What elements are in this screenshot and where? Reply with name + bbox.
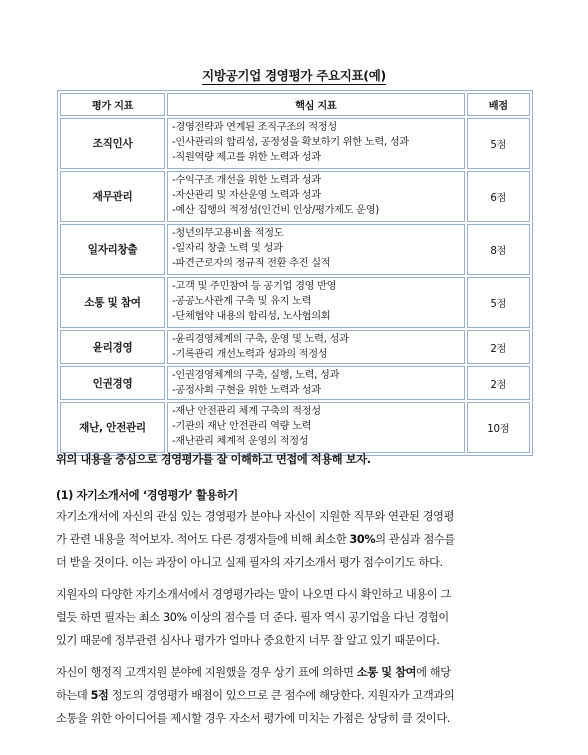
points-cell: 5점 (467, 118, 531, 169)
category-cell: 조직인사 (60, 118, 165, 169)
points-cell: 8점 (467, 224, 531, 275)
table-row (60, 330, 530, 364)
indicator-item: -자산관리 및 자산운영 노력과 성과 (172, 190, 321, 201)
paragraph-line: 지원자의 다양한 자기소개서에서 경영평가라는 말이 나오면 다시 확인하고 내용이 그 (56, 588, 451, 601)
points-cell: 10점 (467, 402, 531, 453)
indicator-item: -경영전략과 연계된 조직구조의 적정성 (172, 122, 337, 133)
emphasis-text: 소통 및 참여 (356, 666, 417, 679)
indicator-item: -공정사회 구현을 위한 노력과 성과 (172, 385, 321, 396)
indicator-item: -수익구조 개선을 위한 노력과 성과 (172, 175, 321, 186)
indicator-cell (167, 171, 464, 222)
table-row (60, 224, 530, 275)
text-run: 에 해당 (416, 666, 451, 679)
header-points: 배점 (467, 93, 531, 116)
category-cell: 일자리창출 (60, 224, 165, 275)
indicator-item: -인사관리의 합리성, 공정성을 확보하기 위한 노력, 성과 (172, 137, 409, 148)
table-header-row (60, 93, 530, 116)
text-run: 하는데 (56, 689, 91, 702)
paragraph-line (56, 684, 534, 707)
summary-sentence: 위의 내용을 중심으로 경영평가를 잘 이해하고 면접에 적용해 보자. (56, 453, 371, 466)
header-category: 평가 지표 (60, 93, 165, 116)
paragraph-line: 소통을 위한 아이디어를 제시할 경우 자소서 평가에 미치는 가점은 상당히 클 것이다. (56, 712, 451, 725)
points-cell: 2점 (467, 330, 531, 364)
indicator-item: -공공노사관계 구축 및 유지 노력 (172, 296, 312, 307)
indicator-cell (167, 224, 464, 275)
indicator-item: -일자리 창출 노력 및 성과 (172, 243, 283, 254)
section-heading: (1) 자기소개서에 ‘경영평가’ 활용하기 (56, 489, 238, 502)
indicator-item: -기관의 재난 안전관리 역량 노력 (172, 421, 312, 432)
indicator-item: -기록관리 개선노력과 성과의 적정성 (172, 349, 328, 360)
paragraph-line: 있기 때문에 정부관련 심사나 평가가 얼마나 중요한지 너무 잘 알고 있기 때문이다. (56, 634, 440, 647)
indicator-item: -직원역량 제고를 위한 노력과 성과 (172, 152, 321, 163)
indicator-cell (167, 330, 464, 364)
paragraph-line: 더 받을 것이다. 이는 과장이 아니고 실제 필자의 자기소개서 평가 점수이기도 하다. (56, 556, 443, 569)
indicator-cell (167, 118, 464, 169)
indicator-item: -윤리경영체계의 구축, 운영 및 노력, 성과 (172, 334, 349, 345)
table-row (60, 277, 530, 328)
table-row (60, 171, 530, 222)
paragraph-line: 자기소개서에 자신의 관심 있는 경영평가 분야나 자신이 지원한 직무와 연관된 경영평 (56, 510, 455, 523)
indicator-item: -청년의무고용비율 적정도 (172, 228, 284, 239)
table-row (60, 366, 530, 400)
text-run: 자신이 행정직 고객지원 분야에 지원했을 경우 상기 표에 의하면 (56, 666, 357, 679)
table-title-text: 지방공기업 경영평가 주요지표(예) (202, 68, 386, 83)
category-cell: 소통 및 참여 (60, 277, 165, 328)
indicator-item: -재난 안전관리 체계 구축의 적정성 (172, 406, 321, 417)
indicator-item: -인권경영체계의 구축, 실행, 노력, 성과 (172, 370, 340, 381)
paragraph-2 (56, 583, 534, 652)
emphasis-text: 5점 (90, 689, 109, 702)
table-row (60, 118, 530, 169)
paragraph-line: 럴듯 하면 필자는 최소 30% 이상의 점수를 더 준다. 필자 역시 공기업을 다닌 경험이 (56, 611, 449, 624)
text-run: 정도의 경영평가 배점이 있으므로 큰 점수에 해당한다. 지원자가 고객과의 (108, 689, 455, 702)
table-row (60, 402, 530, 453)
paragraph-line (56, 661, 534, 684)
indicator-item: -고객 및 주민참여 등 공기업 경영 반영 (172, 281, 337, 292)
indicator-cell (167, 277, 464, 328)
indicator-item: -재난관리 체계적 운영의 적정성 (172, 436, 309, 447)
text-run: 가 관련 내용을 적어보자. 적어도 다른 경쟁자들에 비해 최소한 (56, 533, 350, 546)
points-cell: 2점 (467, 366, 531, 400)
points-cell: 5점 (467, 277, 531, 328)
paragraph-1 (56, 505, 534, 574)
indicator-item: -단체협약 내용의 합리성, 노사협의회 (172, 311, 331, 322)
points-cell: 6점 (467, 171, 531, 222)
indicator-item: -예산 집행의 적정성(인건비 인상/평가제도 운영) (172, 205, 379, 216)
kpi-table (57, 90, 533, 456)
category-cell: 인권경영 (60, 366, 165, 400)
header-key-indicators: 핵심 지표 (167, 93, 464, 116)
paragraph-line (56, 528, 534, 551)
indicator-cell (167, 402, 464, 453)
category-cell: 재무관리 (60, 171, 165, 222)
indicator-item: -파견근로자의 정규직 전환 추진 실적 (172, 258, 331, 269)
text-run: 의 관심과 점수를 (375, 533, 455, 546)
paragraph-3 (56, 661, 534, 730)
category-cell: 윤리경영 (60, 330, 165, 364)
emphasis-text: 30% (349, 533, 376, 546)
category-cell: 재난, 안전관리 (60, 402, 165, 453)
table-title (0, 66, 588, 84)
indicator-cell (167, 366, 464, 400)
